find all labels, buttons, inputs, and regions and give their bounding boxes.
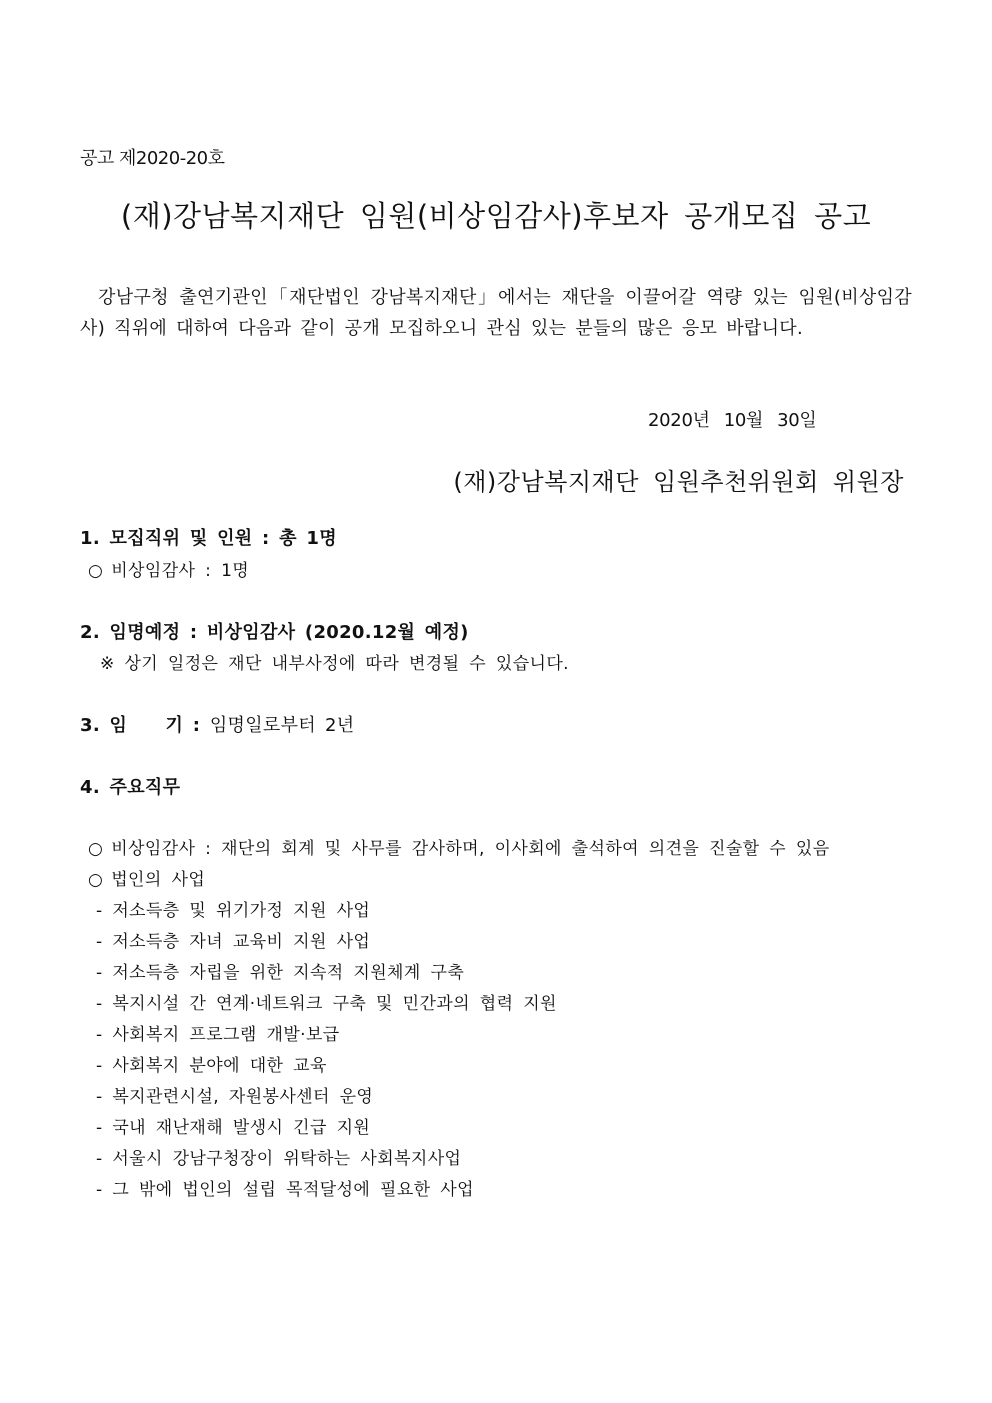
- section-4-heading: 4. 주요직무: [80, 777, 181, 798]
- business-list-item: - 저소득층 자녀 교육비 지원 사업: [96, 932, 371, 952]
- business-list-item: - 복지시설 간 연계·네트워크 구축 및 민간과의 협력 지원: [96, 994, 557, 1014]
- announcement-date: [648, 406, 817, 432]
- section-1-heading: 1. 모집직위 및 인원 : 총 1명: [80, 528, 337, 549]
- section-1-item-text: 비상임감사 : 1명: [111, 561, 250, 581]
- intro-paragraph: [80, 282, 912, 344]
- bullet-circle: ○: [88, 870, 104, 890]
- business-list-item: - 저소득층 및 위기가정 지원 사업: [96, 901, 371, 921]
- business-list-item: - 국내 재난재해 발생시 긴급 지원: [96, 1118, 371, 1138]
- date-year: 2020년: [648, 410, 710, 431]
- document-title: (재)강남복지재단 임원(비상임감사)후보자 공개모집 공고: [120, 199, 872, 233]
- business-list-item: - 복지관련시설, 자원봉사센터 운영: [96, 1087, 374, 1107]
- section-3-heading: [80, 711, 354, 737]
- section-4-item-text: 비상임감사 : 재단의 회계 및 사무를 감사하며, 이사회에 출석하여 의견을 진술할 수 있음: [111, 839, 830, 859]
- business-list-item: - 서울시 강남구청장이 위탁하는 사회복지사업: [96, 1149, 462, 1169]
- section-2-heading: 2. 임명예정 : 비상임감사 (2020.12월 예정): [80, 622, 469, 643]
- bullet-circle: ○: [88, 561, 104, 581]
- section-3-label: 3. 임 기 :: [80, 715, 201, 736]
- bullet-circle: ○: [88, 839, 104, 859]
- business-list-item: - 저소득층 자립을 위한 지속적 지원체계 구축: [96, 963, 465, 983]
- signer: (재)강남복지재단 임원추천위원회 위원장: [453, 468, 904, 496]
- section-4-item: [88, 834, 830, 859]
- business-list-item: - 그 밖에 법인의 설립 목적달성에 필요한 사업: [96, 1180, 474, 1200]
- section-2-note: ※ 상기 일정은 재단 내부사정에 따라 변경될 수 있습니다.: [100, 654, 569, 674]
- notice-number: 공고 제2020-20호: [80, 148, 225, 169]
- section-4-item: [88, 865, 205, 890]
- intro-text: 강남구청 출연기관인「재단법인 강남복지재단」에서는 재단을 이끌어갈 역량 있는 임원(비상임감사) 직위에 대하여 다음과 같이 공개 모집하오니 관심 있는 분들의 많은 응모 바랍니다.: [80, 287, 912, 339]
- date-day: 30일: [777, 410, 817, 431]
- business-list-item: - 사회복지 프로그램 개발·보급: [96, 1025, 340, 1045]
- section-4-item-text: 법인의 사업: [111, 870, 206, 890]
- section-1-item: [88, 556, 249, 581]
- business-list-item: - 사회복지 분야에 대한 교육: [96, 1056, 327, 1076]
- section-3-value: 임명일로부터 2년: [209, 715, 355, 736]
- date-month: 10월: [723, 410, 764, 431]
